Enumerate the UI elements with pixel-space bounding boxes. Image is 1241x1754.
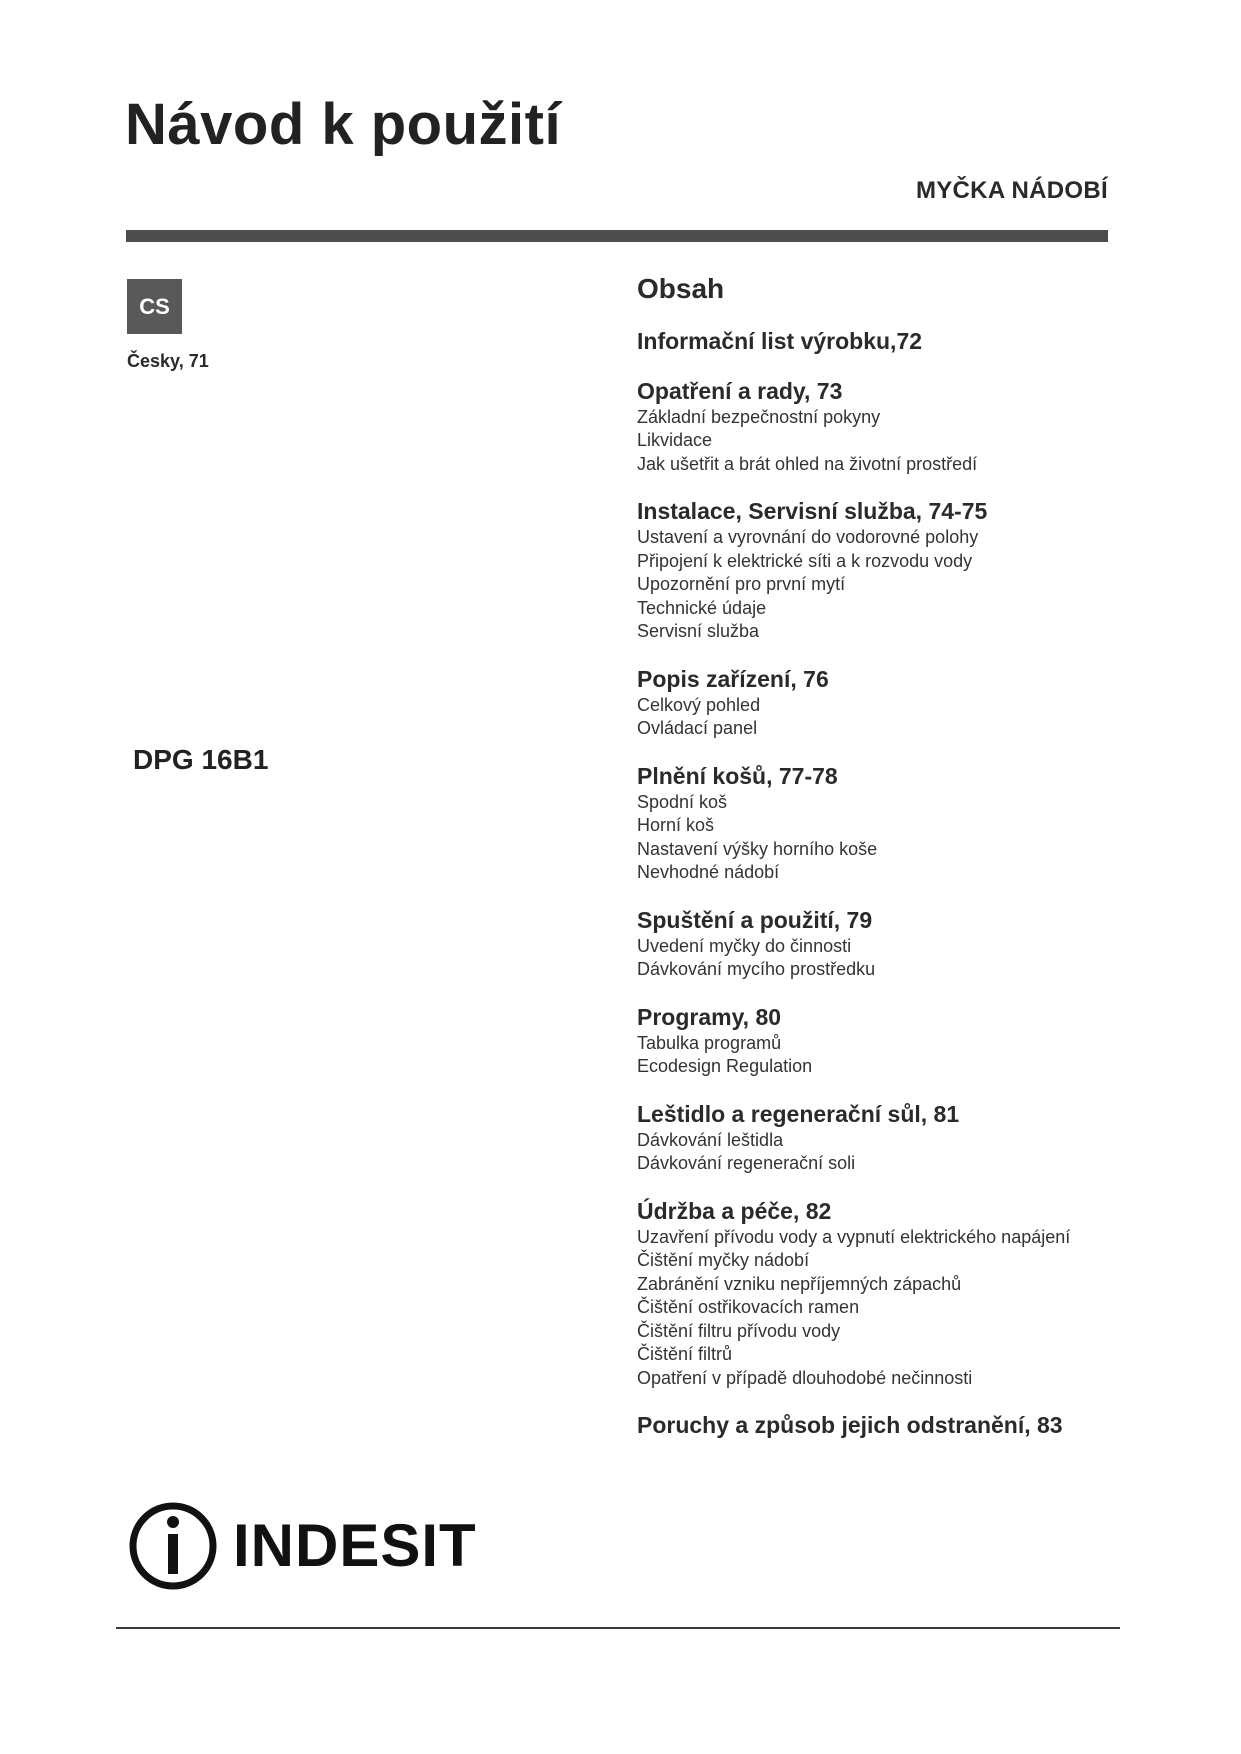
toc-section-title: Plnění košů, 77-78: [637, 762, 838, 789]
toc-section: [637, 326, 1117, 356]
toc-section-title: Programy, 80: [637, 1003, 782, 1030]
toc-item: Opatření v případě dlouhodobé nečinnosti: [637, 1367, 973, 1388]
toc-section: [637, 664, 1117, 741]
toc-item: Technické údaje: [637, 597, 767, 618]
toc-item: Ustavení a vyrovnání do vodorovné polohy: [637, 527, 979, 548]
toc-item: Likvidace: [637, 430, 713, 451]
toc-section-title: Spuštění a použití, 79: [637, 906, 873, 933]
language-reference: Česky, 71: [127, 351, 209, 371]
toc-section: [637, 496, 1117, 644]
toc-heading: Obsah: [637, 273, 725, 304]
toc-section-title: Údržba a péče, 82: [637, 1197, 832, 1224]
toc-item: Základní bezpečnostní pokyny: [637, 406, 881, 427]
toc-item: Čištění myčky nádobí: [637, 1250, 810, 1271]
toc-section-title: Informační list výrobku,72: [637, 327, 923, 354]
toc-item: Čištění filtru přívodu vody: [637, 1320, 841, 1341]
toc-section: [637, 1410, 1117, 1440]
toc-item: Tabulka programů: [637, 1032, 782, 1053]
toc-section-title: Opatření a rady, 73: [637, 377, 843, 404]
header-divider: [126, 230, 1108, 242]
toc-item: Čištění ostřikovacích ramen: [637, 1297, 860, 1318]
model-number: DPG 16B1: [133, 744, 269, 775]
toc-item: Uzavření přívodu vody a vypnutí elektrického napájení: [637, 1226, 1071, 1247]
toc-item: Nastavení výšky horního koše: [637, 838, 878, 859]
toc-item: Nevhodné nádobí: [637, 862, 780, 883]
toc-item: Celkový pohled: [637, 694, 761, 715]
toc-section-title: Popis zařízení, 76: [637, 665, 829, 692]
toc-item: Připojení k elektrické síti a k rozvodu vody: [637, 550, 973, 571]
toc-section: [637, 905, 1117, 982]
toc-section: [637, 376, 1117, 477]
table-of-contents: [637, 272, 1117, 1460]
toc-item: Uvedení myčky do činnosti: [637, 935, 852, 956]
toc-section: [637, 1196, 1117, 1391]
indesit-logo-icon: [127, 1500, 219, 1592]
toc-item: Servisní služba: [637, 621, 760, 642]
toc-item: Upozornění pro první mytí: [637, 574, 846, 595]
toc-item: Dávkování leštidla: [637, 1129, 784, 1150]
toc-section-title: Poruchy a způsob jejich odstranění, 83: [637, 1412, 1063, 1439]
toc-section-title: Instalace, Servisní služba, 74-75: [637, 498, 988, 525]
footer-divider: [116, 1627, 1120, 1629]
toc-item: Horní koš: [637, 815, 715, 836]
toc-section-title: Leštidlo a regenerační sůl, 81: [637, 1100, 960, 1127]
toc-section: [637, 761, 1117, 885]
toc-section: [637, 1002, 1117, 1079]
product-category: MYČKA NÁDOBÍ: [915, 177, 1108, 204]
brand-name: INDESIT: [233, 1512, 477, 1579]
language-badge: CS: [127, 279, 182, 334]
toc-item: Čištění filtrů: [637, 1344, 733, 1365]
toc-item: Spodní koš: [637, 791, 728, 812]
toc-item: Zabránění vzniku nepříjemných zápachů: [637, 1273, 962, 1294]
toc-section: [637, 1099, 1117, 1176]
toc-item: Jak ušetřit a brát ohled na životní prostředí: [637, 453, 978, 474]
toc-item: Ovládací panel: [637, 718, 758, 739]
toc-item: Ecodesign Regulation: [637, 1056, 813, 1077]
toc-item: Dávkování mycího prostředku: [637, 959, 876, 980]
toc-item: Dávkování regenerační soli: [637, 1153, 856, 1174]
page-title: Návod k použití: [125, 92, 562, 157]
brand-logo: [127, 1498, 477, 1594]
